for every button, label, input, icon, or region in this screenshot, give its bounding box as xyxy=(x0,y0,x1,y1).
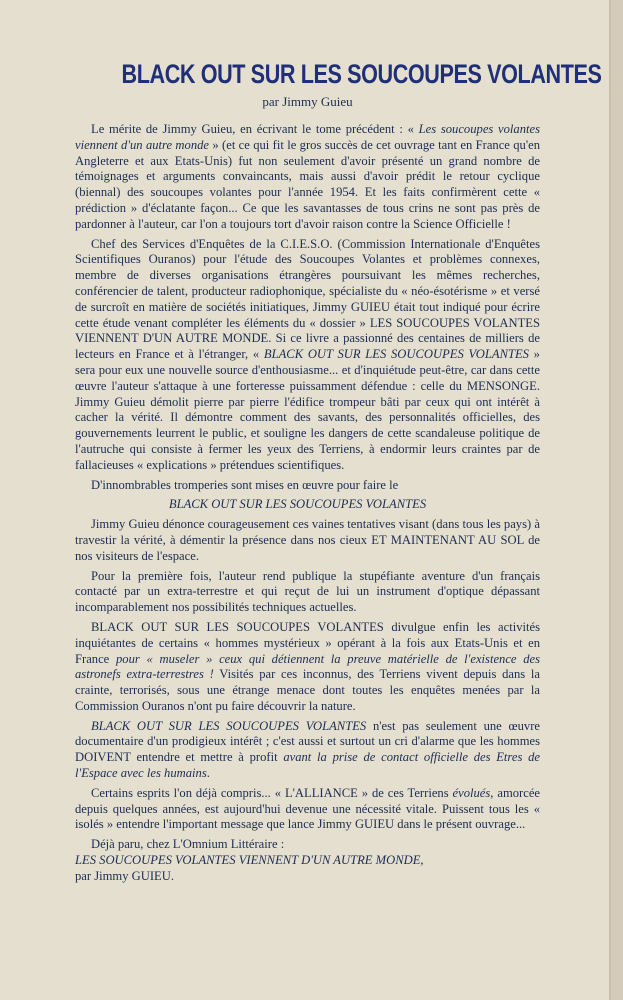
previous-book-author: par Jimmy GUIEU. xyxy=(75,868,174,883)
page-title: BLACK OUT SUR LES SOUCOUPES VOLANTES xyxy=(121,59,602,89)
previous-book-title: LES SOUCOUPES VOLANTES VIENNENT D'UN AUTRE MONDE, xyxy=(75,853,424,868)
page-edge xyxy=(611,0,623,1000)
paragraph-5 xyxy=(75,569,540,616)
paragraph-6 xyxy=(75,620,540,715)
already-label: Déjà paru, chez L'Omnium Littéraire : xyxy=(91,837,285,852)
text-run: Visités par ces inconnus, des Terriens vivent depuis dans la crainte, terrorisés, sous une étrange menace dont toutes les enquêtes menées par la Commission Ouranos n'ont pu faire découvrir la nature. xyxy=(75,667,540,713)
italic-run: BLACK OUT SUR LES SOUCOUPES VOLANTES xyxy=(91,718,367,733)
paragraph-4 xyxy=(75,517,540,564)
text-run: Pour la première fois, l'auteur rend publique la stupéfiante aventure d'un français contacté par un extra-terrestre et qui reçut de lui un instrument d'optique dépassant incomparablement nos possibilités techniques actuelles. xyxy=(75,568,540,615)
paragraph-1 xyxy=(75,122,540,233)
text-run: , amorcée depuis quelques années, est aujourd'hui devenue une nécessité vitale. Puissent tous les « isolés » entendre l'important message que lance Jimmy GUIEU dans le présent ouvrage... xyxy=(75,785,540,832)
paragraph-2 xyxy=(75,237,540,474)
text-run: » (et ce qui fit le gros succès de cet ouvrage tant en France qu'en Angleterre et aux Etats-Unis) fut non seulement d'avoir présenté un grand nombre de témoignages et arguments convaincants, mais aussi d'avoir prédit le retour cyclique (biennal) des soucoupes volantes pour l'année 1954. Et les faits confirmèrent cette « prédiction » d'éclatante façon... Ce que les savantasses de tous crins ne sont pas près de pardonner à l'auteur, car l'on a toujours tort d'avoir raison contre la Science Officielle ! xyxy=(75,137,540,231)
text-run: BLACK OUT SUR LES SOUCOUPES VOLANTES divulgue enfin les activités inquiétantes de certains « hommes mystérieux » opérant à la fois aux Etats-Unis et en France xyxy=(75,619,540,666)
italic-run: BLACK OUT SUR LES SOUCOUPES VOLANTES xyxy=(263,347,529,362)
text-run: » sera pour eux une nouvelle source d'enthousiasme... et d'inquiétude peut-être, car dans cette œuvre l'auteur s'attaque à une forteresse puissamment défendue : celle du MENSONGE. Jimmy Guieu démolit pierre par pierre l'édifice trompeur bâti par ceux qui ont intérêt à cacher la vérité. Il démontre comment des savants, des personnalités officielles, des gouvernements leurrent le public, et souligne les dangers de cette scandaleuse politique de l'autruche qui consiste à fermer les yeux des Terriens, à endormir leurs craintes par de fallacieuses « explications » prétendues scientifiques. xyxy=(75,347,540,472)
italic-run: Les soucoupes volantes viennent d'un autre monde xyxy=(75,122,540,152)
text-run: n'est pas seulement une œuvre documentaire d'un prodigieux intérêt ; c'est aussi et surtout un cri d'alarme que les hommes DOIVENT entendre et mettre à profit xyxy=(75,718,540,765)
paragraph-3 xyxy=(75,478,540,494)
centered-title-line: BLACK OUT SUR LES SOUCOUPES VOLANTES xyxy=(168,497,427,512)
page-content xyxy=(75,50,602,885)
text-run: . xyxy=(206,766,210,781)
text-run: Chef des Services d'Enquêtes de la C.I.E.S.O. (Commission Internationale d'Enquêtes Scientifiques Ouranos) pour l'étude des Soucoupes Volantes et problèmes connexes, membre de diverses organisations étrangères poursuivant les mêmes recherches, conférencier de talent, producteur radiophonique, spécialiste du « néo-ésotérisme » et versé de surcroît en matière de sociétés initiatiques, Jimmy GUIEU était tout indiqué pour écrire cette étude venant compléter les éléments du « dossier » LES SOUCOUPES VOLANTES VIENNENT D'UN AUTRE MONDE. Si ce livre a passionné des centaines de milliers de lecteurs en France et à l'étranger, « xyxy=(75,236,540,362)
italic-run: avant la prise de contact officielle des Etres de l'Espace avec les humains xyxy=(75,750,540,781)
already-published xyxy=(75,837,540,884)
text-run: Jimmy Guieu dénonce courageusement ces vaines tentatives visant (dans tous les pays) à travestir la vérité, à démentir la présence dans nos cieux ET MAINTENANT AU SOL de nos visiteurs de l'espace. xyxy=(75,517,540,563)
text-run: D'innombrables tromperies sont mises en œuvre pour faire le xyxy=(91,477,399,492)
paragraph-7 xyxy=(75,719,540,782)
text-run: Le mérite de Jimmy Guieu, en écrivant le tome précédent : « xyxy=(91,122,419,136)
text-run: Certains esprits l'on déjà compris... « L'ALLIANCE » de ces Terriens xyxy=(91,785,453,800)
italic-run: évolués xyxy=(452,785,491,800)
byline: par Jimmy Guieu xyxy=(262,94,353,109)
paragraph-8 xyxy=(75,786,540,833)
italic-run: pour « museler » ceux qui détiennent la preuve matérielle de l'existence des astronefs extra-terrestres ! xyxy=(75,651,541,682)
